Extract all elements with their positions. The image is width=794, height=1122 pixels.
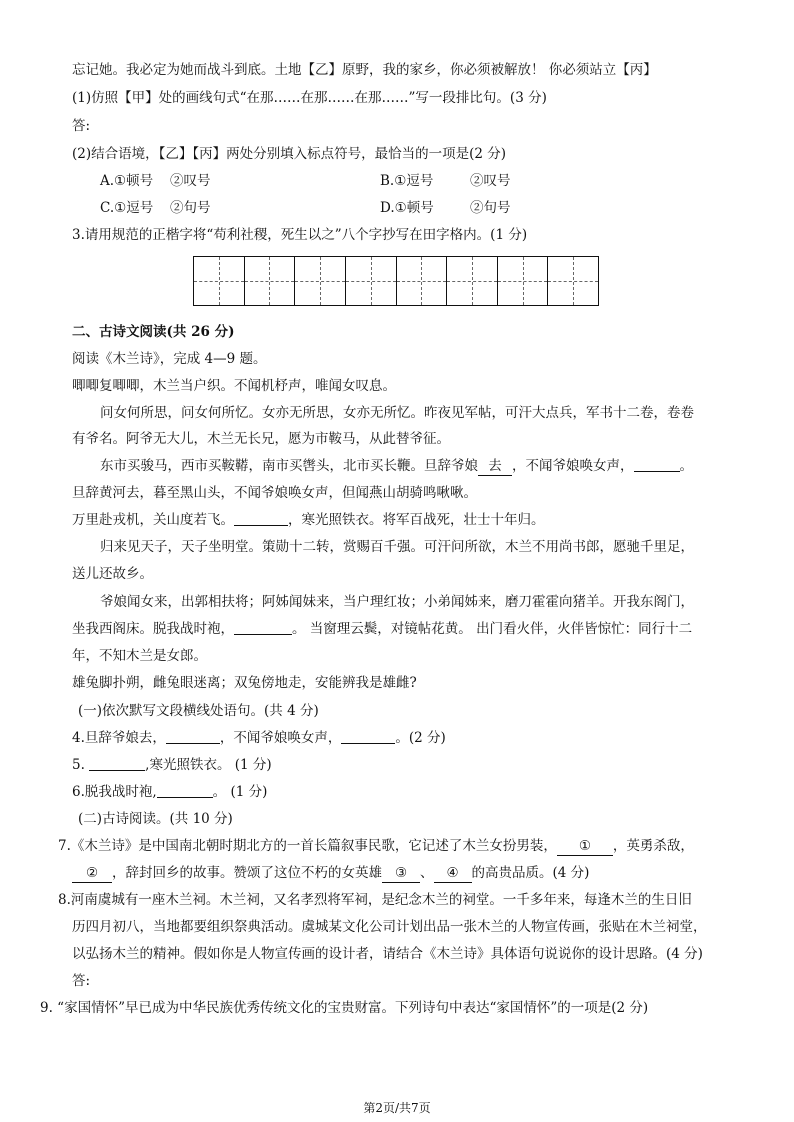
question-5 [72,756,272,774]
poem-line: 有爷名。阿爷无大儿，木兰无长兄，愿为市鞍马，从此替爷征。 [72,431,450,447]
poem-text: 坐我西阁床。脱我战时袍， [72,621,234,637]
answer-blank[interactable] [341,729,395,744]
grid-cell[interactable] [245,257,296,305]
answer-label-8: 答: [72,973,91,989]
poem-text: ，寒光照铁衣。将军百战死，壮士十年归。 [288,512,545,528]
poem-text: 东市买骏马，西市买鞍鞯，南市买辔头，北市买长鞭。旦辞爷娘 [100,458,478,474]
option-a-2: ②叹号 [170,173,211,189]
part-2-heading: (二)古诗阅读。(共 10 分) [78,811,233,827]
answer-blank[interactable] [166,729,220,744]
option-b-2: ②叹号 [470,173,511,189]
reading-instruction: 阅读《木兰诗》，完成 4—9 题。 [72,351,267,367]
question-text: ，不闻爷娘唤女声， [219,730,342,746]
poem-line [72,620,692,638]
grid-cell[interactable] [498,257,549,305]
question-text: 。 (1 分) [212,784,268,800]
section-title: 二、古诗文阅读(共 26 分) [72,324,235,340]
poem-text: 。 [679,458,693,474]
page-number: 第2页/共7页 [363,1101,431,1115]
question-3: 3.请用规范的正楷字将“苟利社稷，死生以之”八个字抄写在田字格内。(1 分) [72,227,528,243]
poem-line: 送儿还故乡。 [72,566,153,582]
fill-blank[interactable] [634,457,680,472]
grid-cell[interactable] [194,257,245,305]
poem-line [72,511,545,529]
answer-blank[interactable] [89,756,145,771]
poem-text: ，不闻爷娘唤女声， [512,458,634,474]
underlined-word: 去 [478,457,512,476]
grid-cell[interactable] [346,257,397,305]
poem-text: 万里赴戎机，关山度若飞。 [72,512,234,528]
question-8-line-3: 以弘扬木兰的精神。假如你是人物宣传画的设计者，请结合《木兰诗》具体语句说说你的设计思路。(4 分) [72,946,703,962]
grid-cell[interactable] [447,257,498,305]
answer-blank-2[interactable]: ② [72,864,112,883]
poem-line: 唧唧复唧唧，木兰当户织。不闻机杼声，唯闻女叹息。 [72,378,396,394]
question-text: 。(2 分) [395,730,446,746]
answer-blank-4[interactable]: ④ [434,864,472,883]
question-text: 的高贵品质。(4 分) [471,865,590,881]
poem-continuation-line: 忘记她。我必定为她而战斗到底。土地【乙】原野，我的家乡，你必须被解放！ 你必须站立【丙】 [72,62,657,78]
question-text: 、 [420,865,434,881]
question-text: 7.《木兰诗》是中国南北朝时期北方的一首长篇叙事民歌，它记述了木兰女扮男装， [58,838,557,854]
option-d-2: ②句号 [470,200,511,216]
grid-cell[interactable] [295,257,346,305]
question-9: 9. “家国情怀”早已成为中华民族优秀传统文化的宝贵财富。下列诗句中表达“家国情怀”的一项是(2 分) [40,1000,649,1016]
tianzige-grid[interactable] [193,256,599,306]
answer-blank[interactable] [157,783,213,798]
question-text: 6.脱我战时袍, [72,784,157,800]
question-8-line-2: 历四月初八，当地都要组织祭典活动。虞城某文化公司计划出品一张木兰的人物宣传画，张贴在木兰祠堂， [72,919,707,935]
answer-blank-1[interactable]: ① [557,837,613,856]
poem-text: 。 当窗理云鬓，对镜帖花黄。 出门看火伴，火伴皆惊忙：同行十二 [292,621,693,637]
option-c-1: C.①逗号 [100,200,154,216]
question-text: 4.旦辞爷娘去， [72,730,166,746]
fill-blank[interactable] [234,620,292,635]
question-7-line-2 [72,864,589,883]
question-text: ，辞封回乡的故事。赞颂了这位不朽的女英雄 [112,865,382,881]
poem-line: 归来见天子，天子坐明堂。策勋十二转，赏赐百千强。可汗问所欲，木兰不用尚书郎，愿驰千里足， [100,539,694,555]
poem-line: 爷娘闻女来，出郭相扶将；阿姊闻妹来，当户理红妆；小弟闻姊来，磨刀霍霍向猪羊。开我东阁门， [100,594,694,610]
option-d-1: D.①顿号 [380,200,434,216]
question-1-1: (1)仿照【甲】处的画线句式“在那……在那……在那……”写一段排比句。(3 分) [72,90,547,106]
option-b-1: B.①逗号 [380,173,434,189]
grid-cell[interactable] [397,257,448,305]
part-1-heading: (一)依次默写文段横线处语句。(共 4 分) [78,703,319,719]
question-text: ,寒光照铁衣。 (1 分) [145,757,272,773]
poem-line: 年，不知木兰是女郎。 [72,648,207,664]
question-1-2: (2)结合语境，【乙】【丙】两处分别填入标点符号，最恰当的一项是(2 分) [72,146,507,162]
grid-cell[interactable] [548,257,598,305]
question-4 [72,729,446,747]
poem-line [100,457,693,476]
fill-blank[interactable] [234,511,288,526]
poem-line: 问女何所思，问女何所忆。女亦无所思，女亦无所忆。昨夜见军帖，可汗大点兵，军书十二卷，卷卷 [100,405,694,421]
answer-label-1: 答: [72,118,91,134]
option-c-2: ②句号 [170,200,211,216]
question-text: 5. [72,757,90,773]
question-7-line-1 [58,837,694,856]
question-6 [72,783,267,801]
answer-blank-3[interactable]: ③ [382,864,420,883]
option-a-1: A.①顿号 [100,173,154,189]
question-text: ，英勇杀敌， [612,838,694,854]
poem-line: 雄兔脚扑朔，雌兔眼迷离；双兔傍地走，安能辨我是雄雌? [72,675,417,691]
question-8-line-1: 8.河南虞城有一座木兰祠。木兰祠，又名孝烈将军祠，是纪念木兰的祠堂。一千多年来，每逢木兰的生日旧 [58,892,692,908]
poem-line: 旦辞黄河去，暮至黑山头，不闻爷娘唤女声，但闻燕山胡骑鸣啾啾。 [72,485,477,501]
